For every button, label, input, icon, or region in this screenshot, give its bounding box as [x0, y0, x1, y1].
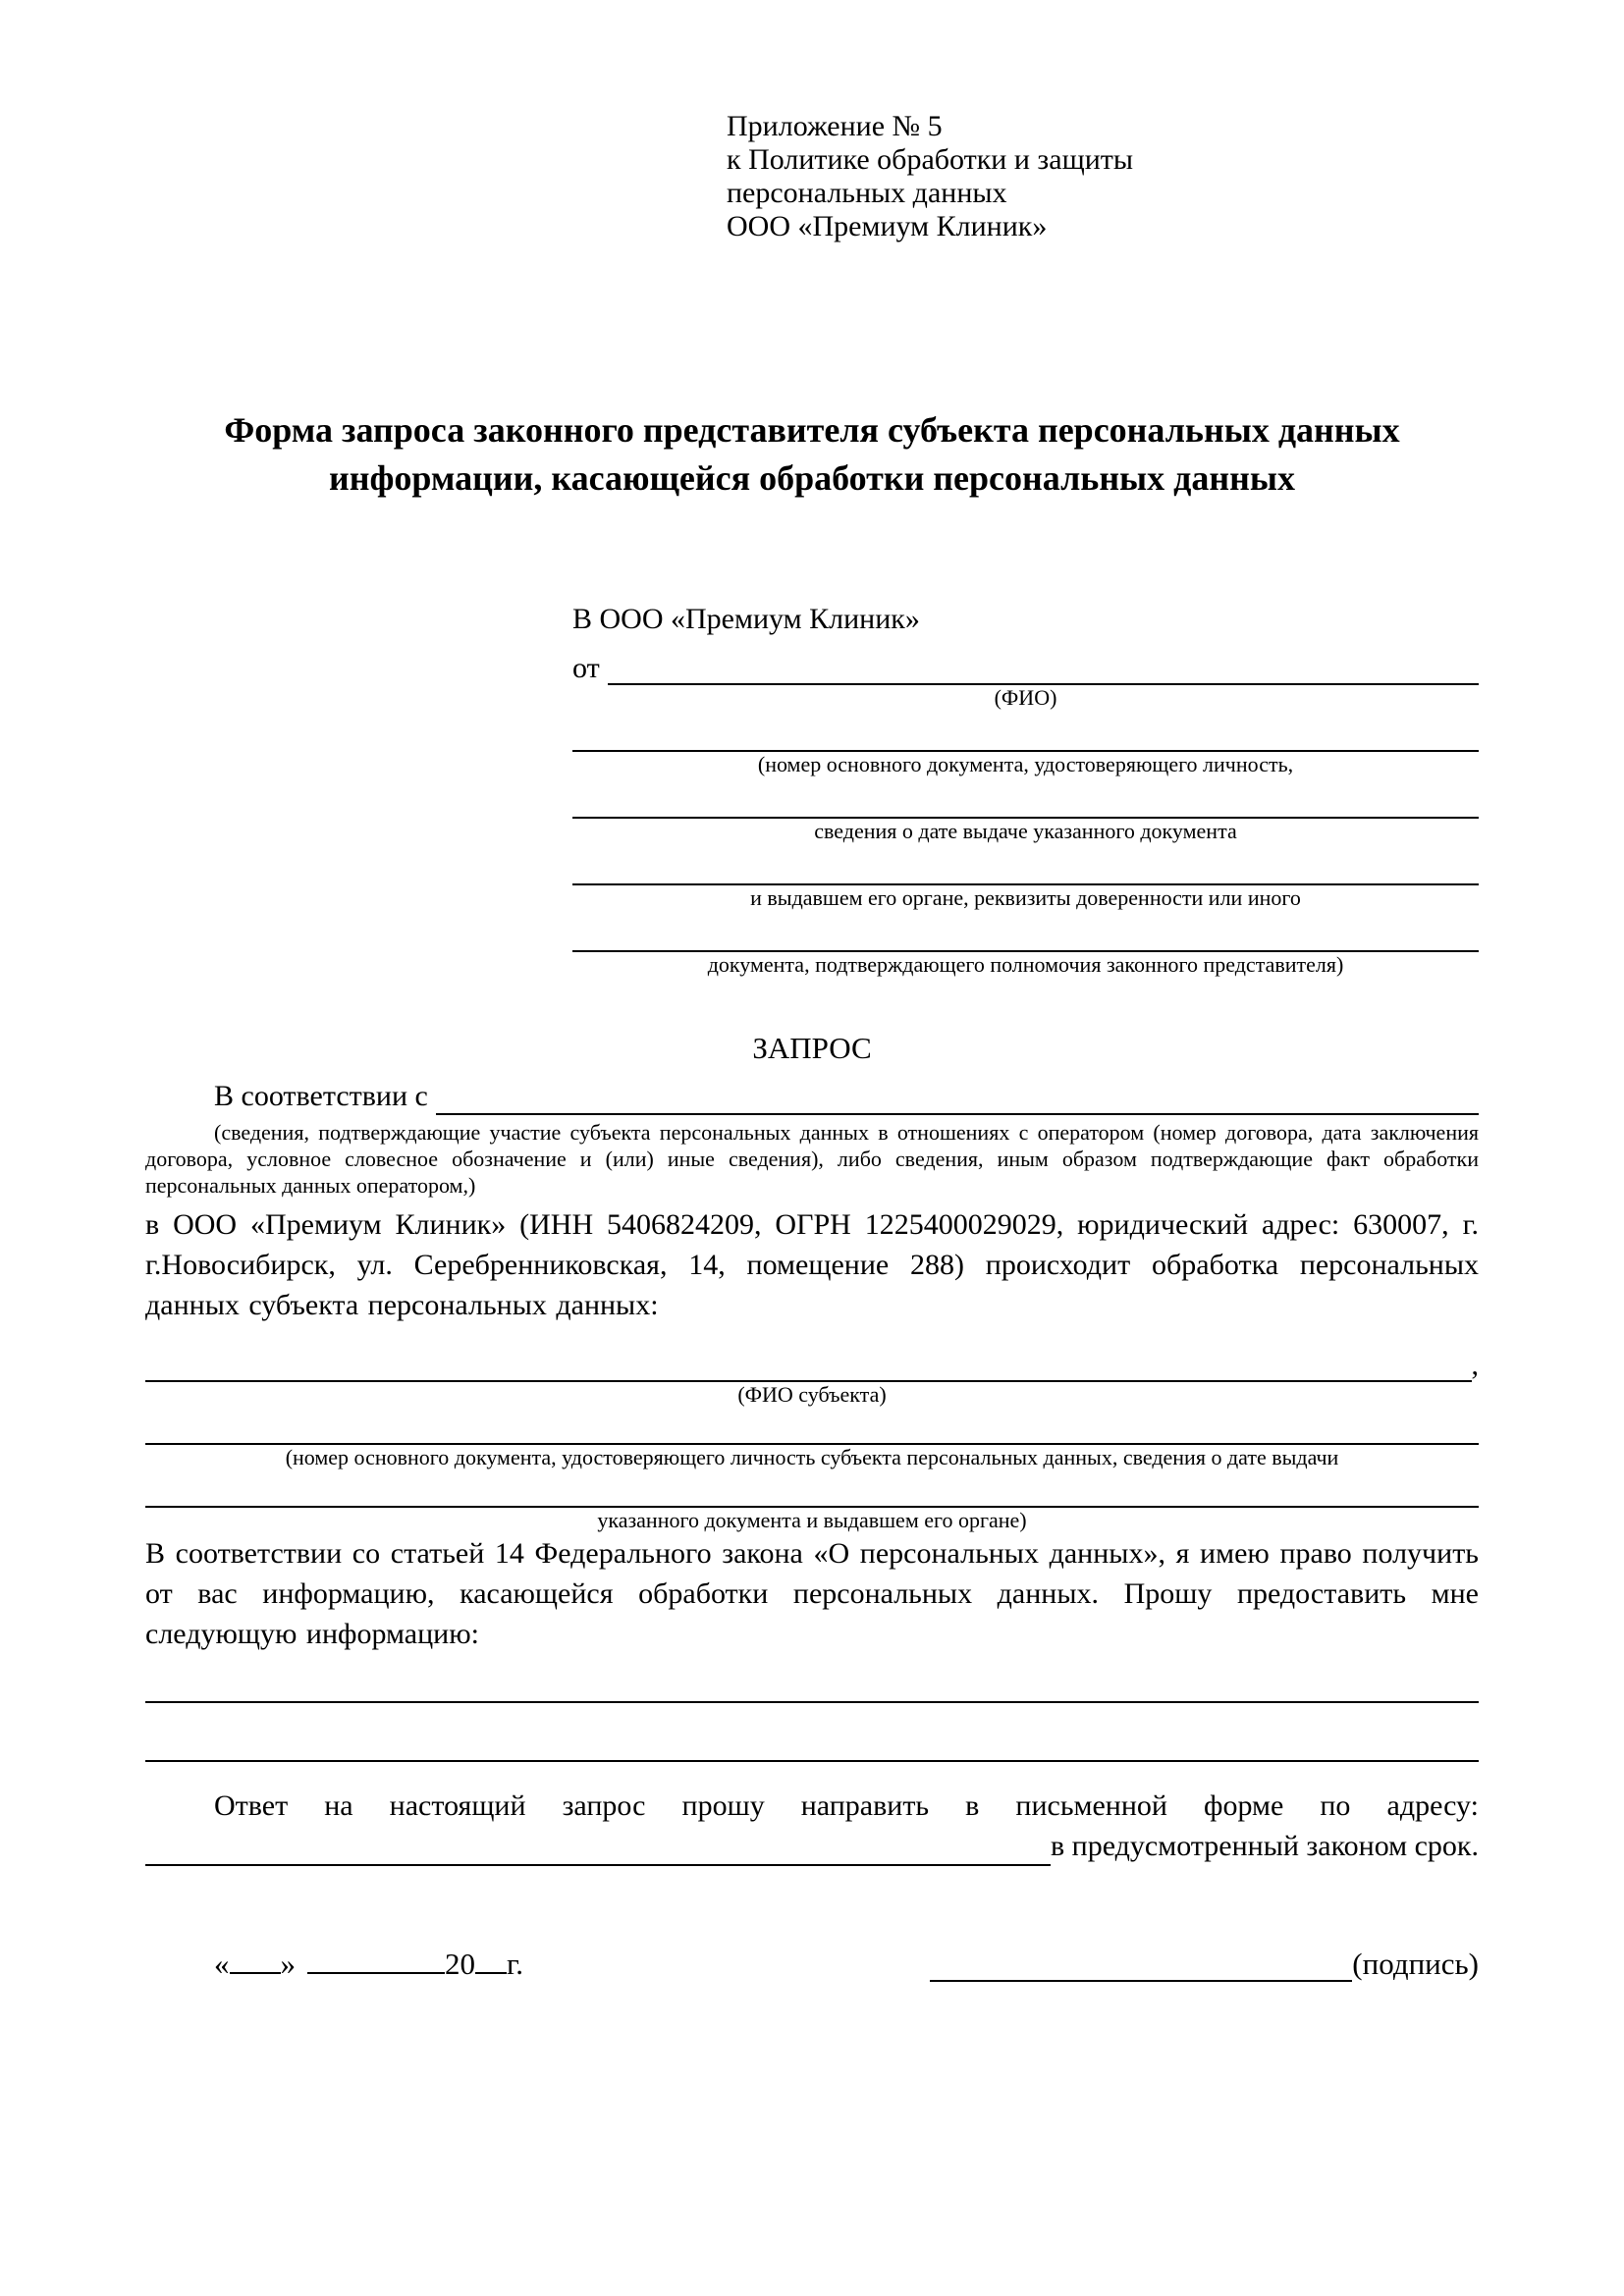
intro-row [145, 1078, 1479, 1115]
date-month-blank [307, 1947, 445, 1974]
reply-address-blank-line [145, 1835, 1051, 1866]
subject-doc-caption: (номер основного документа, удостоверяющего личность субъекта персональных данных, сведения о дате выдачи [285, 1445, 1339, 1469]
operator-paragraph: в ООО «Премиум Клиник» (ИНН 5406824209, ОГРН 1225400029029, юридический адрес: 630007, г. г.Новосибирск, ул. Серебренниковская, 14, помещение 288) происходит обработка персональных данных субъекта персональных данных: [145, 1208, 1479, 1321]
annex-line: Приложение № 5 [727, 110, 943, 142]
from-blank-line [608, 654, 1479, 685]
reply-tail: в предусмотренный законом срок. [1051, 1830, 1479, 1862]
signature-caption: (подпись) [1352, 1947, 1479, 1981]
blank-caption: и выдавшем его органе, реквизиты доверенности или иного [750, 885, 1301, 910]
from-label: от [572, 652, 600, 684]
intro-label: В соответствии с [214, 1080, 428, 1112]
date-year-prefix: 20 [445, 1947, 475, 1981]
blank-line [572, 777, 1479, 819]
date-field [214, 1947, 523, 1982]
blank-caption: сведения о дате выдаче указанного документа [814, 819, 1237, 843]
addressee-block [572, 603, 1479, 978]
info-blank-line [145, 1760, 1479, 1764]
addressee-to: В ООО «Премиум Клиник» [572, 603, 920, 635]
footer-row [145, 1947, 1479, 1982]
request-heading: ЗАПРОС [752, 1031, 872, 1065]
intro-caption: (сведения, подтверждающие участие субъекта персональных данных в отношениях с оператором (номер договора, дата заключения договора, условное словесное обозначение и (или) иные сведения), либо сведения, иным образом подтверждающие факт обработки персональных данных оператором,) [145, 1120, 1479, 1198]
document-title: Форма запроса законного представителя субъекта персональных данных информации, касающейся обработки персональных данных [224, 410, 1400, 498]
subject-doc-blank-line [145, 1408, 1479, 1445]
blank-line [572, 844, 1479, 885]
annex-line: персональных данных [727, 177, 1007, 209]
subject-doc-caption: указанного документа и выдавшем его органе) [597, 1508, 1027, 1532]
subject-fio-blank-line [145, 1351, 1472, 1382]
date-open-quote: « [214, 1947, 230, 1981]
signature-field [930, 1947, 1479, 1982]
intro-blank-line [436, 1084, 1479, 1115]
subject-doc-blank-line [145, 1470, 1479, 1508]
fio-caption: (ФИО) [994, 685, 1057, 710]
annex-block [727, 110, 1479, 243]
annex-line: ООО «Премиум Клиник» [727, 210, 1048, 242]
annex-line: к Политике обработки и защиты [727, 143, 1134, 176]
date-close-quote: » [280, 1947, 296, 1981]
law-paragraph: В соответствии со статьей 14 Федерального закона «О персональных данных», я имею право получить от вас информацию, касающейся обработки персональных данных. Прошу предоставить мне следующую информацию: [145, 1537, 1479, 1650]
reply-address-row [145, 1826, 1479, 1866]
reply-sentence: Ответ на настоящий запрос прошу направить в письменной форме по адресу: [214, 1789, 1479, 1822]
subject-fio-row [145, 1349, 1479, 1382]
blank-caption: (номер основного документа, удостоверяющего личность, [757, 752, 1294, 776]
info-blank-line [145, 1701, 1479, 1705]
date-year-suffix: г. [507, 1947, 523, 1981]
blank-line [572, 711, 1479, 752]
blank-line [572, 911, 1479, 952]
subject-fio-comma: , [1471, 1349, 1479, 1381]
blank-caption: документа, подтверждающего полномочия законного представителя) [707, 952, 1344, 977]
subject-fio-caption: (ФИО субъекта) [737, 1382, 887, 1407]
date-year-blank [475, 1947, 507, 1974]
signature-blank-line [930, 1954, 1352, 1982]
date-day-blank [230, 1947, 281, 1974]
addressee-from-row [572, 652, 1479, 685]
